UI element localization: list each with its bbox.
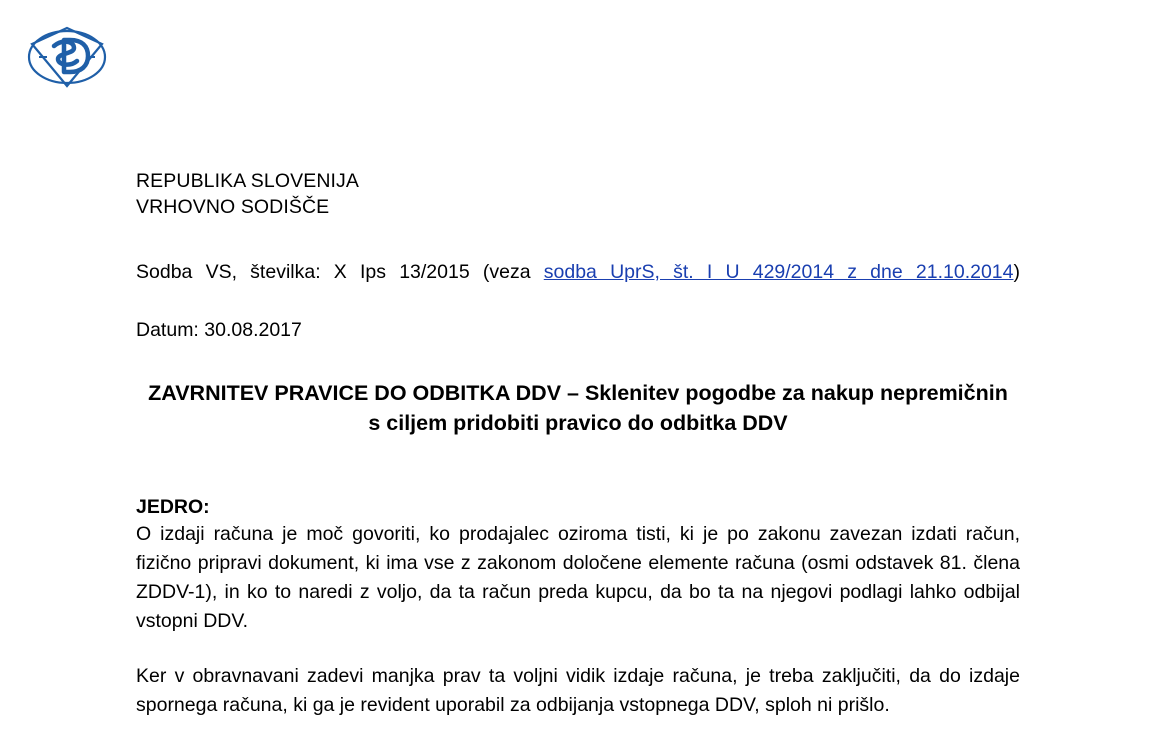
page-title: ZAVRNITEV PRAVICE DO ODBITKA DDV – Sklenitev pogodbe za nakup nepremičnin s ciljem pridobiti pravico do odbitka DDV: [148, 381, 1008, 435]
supreme-court-emblem-icon: [26, 24, 108, 90]
judgment-date: Datum: 30.08.2017: [136, 319, 302, 341]
jedro-paragraph-2: Ker v obravnavani zadevi manjka prav ta voljni vidik izdaje računa, je treba zaključiti, da do izdaje spornega računa, ki ga je revident uporabil za odbijanja vstopnega DDV, sploh ni prišlo.: [136, 665, 1020, 716]
related-judgment-link[interactable]: sodba UprS, št. I U 429/2014 z dne 21.10.2014: [543, 261, 1014, 283]
jedro-paragraph-1: O izdaji računa je moč govoriti, ko prodajalec oziroma tisti, ki je po zakonu zavezan izdati račun, fizično pripravi dokument, ki ima vse z zakonom določene elemente računa (osmi odstavek 81. člena ZDDV-1), in ko to naredi z voljo, da ta račun preda kupcu, da bo ta na njegovi podlagi lahko odbijal vstopni DDV.: [136, 523, 1020, 632]
court-header: [136, 168, 1020, 220]
judgment-meta: [136, 258, 1020, 344]
court-line: VRHOVNO SODIŠČE: [136, 196, 330, 218]
country-line: REPUBLIKA SLOVENIJA: [136, 170, 359, 192]
judgment-reference-line: [136, 258, 1020, 314]
judgment-number: Sodba VS, številka: X Ips 13/2015 (veza: [136, 261, 544, 283]
judgment-suffix: ): [1013, 261, 1020, 283]
document-body: [136, 168, 1020, 720]
section-label-jedro: JEDRO:: [136, 496, 210, 518]
